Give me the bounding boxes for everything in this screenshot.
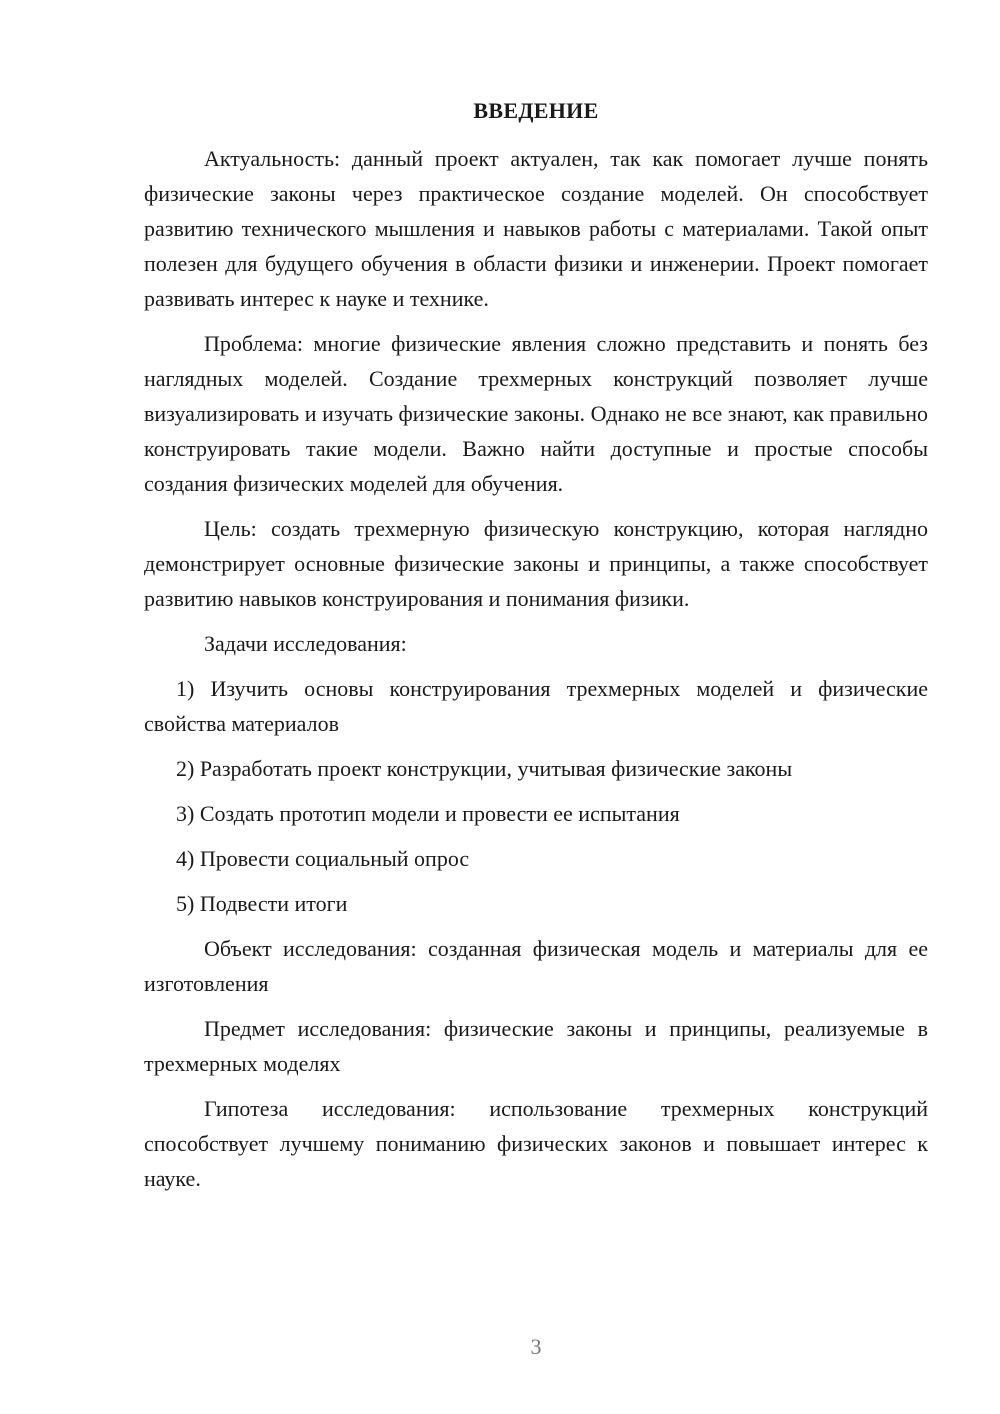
section-title: ВВЕДЕНИЕ: [473, 98, 599, 123]
task-item-3: 3) Создать прототип модели и провести ее испытания: [176, 801, 680, 826]
goal-paragraph: Цель: создать трехмерную физическую конструкцию, которая наглядно демонстрирует основные физические законы и принципы, а также способствует развитию навыков конструирования и понимания физики.: [144, 516, 928, 611]
problem-paragraph: Проблема: многие физические явления сложно представить и понять без наглядных моделей. Создание трехмерных конструкций позволяет лучше визуализировать и изучать физические законы. Однако не все знают, как правильно конструировать такие модели. Важно найти доступные и простые способы создания физических моделей для обучения.: [144, 331, 928, 496]
relevance-paragraph: Актуальность: данный проект актуален, так как помогает лучше понять физические законы через практическое создание моделей. Он способствует развитию технического мышления и навыков работы с материалами. Такой опыт полезен для будущего обучения в области физики и инженерии. Проект помогает развивать интерес к науке и технике.: [144, 146, 928, 311]
task-item-2: 2) Разработать проект конструкции, учитывая физические законы: [176, 756, 793, 781]
task-item-1: 1) Изучить основы конструирования трехмерных моделей и физические свойства материалов: [144, 676, 928, 736]
tasks-heading: Задачи исследования:: [204, 631, 407, 656]
task-item-5: 5) Подвести итоги: [176, 891, 348, 916]
document-page: [144, 96, 928, 1206]
hypothesis-paragraph: Гипотеза исследования: использование трехмерных конструкций способствует лучшему пониманию физических законов и повышает интерес к науке.: [144, 1096, 928, 1191]
object-paragraph: Объект исследования: созданная физическая модель и материалы для ее изготовления: [144, 936, 928, 996]
task-item-4: 4) Провести социальный опрос: [176, 846, 470, 871]
subject-paragraph: Предмет исследования: физические законы и принципы, реализуемые в трехмерных моделях: [144, 1016, 928, 1076]
page-number: 3: [530, 1334, 542, 1359]
